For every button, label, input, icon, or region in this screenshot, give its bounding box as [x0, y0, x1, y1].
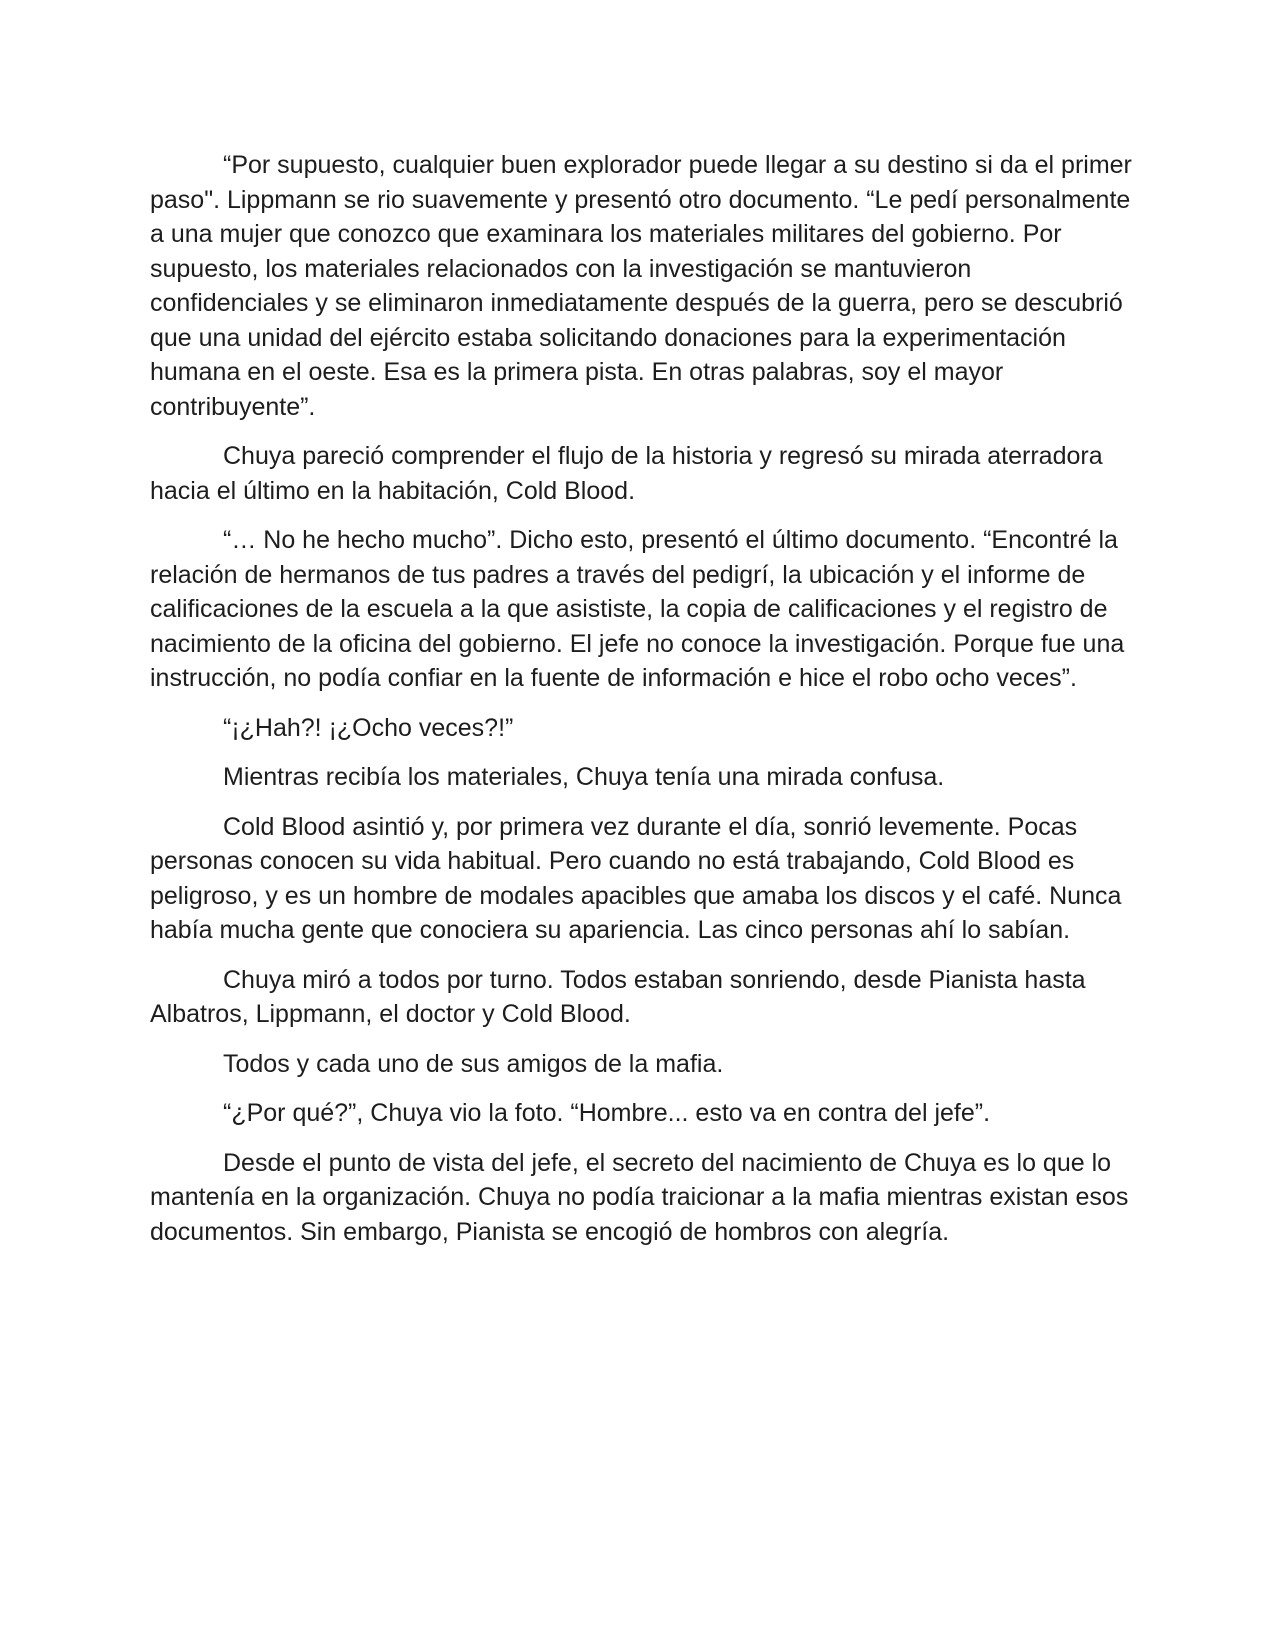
paragraph: Chuya pareció comprender el flujo de la historia y regresó su mirada aterradora hacia el último en la habitación, Cold Blood.	[150, 442, 1103, 505]
paragraph: “¿Por qué?”, Chuya vio la foto. “Hombre... esto va en contra del jefe”.	[223, 1099, 991, 1127]
paragraph: “… No he hecho mucho”. Dicho esto, presentó el último documento. “Encontré la relación de hermanos de tus padres a través del pedigrí, la ubicación y el informe de calificaciones de la escuela a la que asististe, la copia de calificaciones y el registro de nacimiento de la oficina del gobierno. El jefe no conoce la investigación. Porque fue una instrucción, no podía confiar en la fuente de información e hice el robo ocho veces”.	[150, 526, 1125, 692]
paragraph: “¡¿Hah?! ¡¿Ocho veces?!”	[223, 713, 514, 742]
body-text	[150, 148, 1135, 1264]
paragraph: Todos y cada uno de sus amigos de la mafia.	[223, 1049, 724, 1078]
paragraph: “Por supuesto, cualquier buen explorador puede llegar a su destino si da el primer paso". Lippmann se rio suavemente y presentó otro documento. “Le pedí personalmente a una mujer que conozco que examinara los materiales militares del gobierno. Por supuesto, los materiales relacionados con la investigación se mantuvieron confidenciales y se eliminaron inmediatamente después de la guerra, pero se descubrió que una unidad del ejército estaba solicitando donaciones para la experimentación humana en el oeste. Esa es la primera pista. En otras palabras, soy el mayor contribuyente”.	[150, 151, 1132, 421]
paragraph: Desde el punto de vista del jefe, el secreto del nacimiento de Chuya es lo que lo mantenía en la organización. Chuya no podía traicionar a la mafia mientras existan esos documentos. Sin embargo, Pianista se encogió de hombros con alegría.	[150, 1148, 1129, 1246]
paragraph: Chuya miró a todos por turno. Todos estaban sonriendo, desde Pianista hasta Albatros, Lippmann, el doctor y Cold Blood.	[150, 965, 1086, 1028]
paragraph: Cold Blood asintió y, por primera vez durante el día, sonrió levemente. Pocas personas conocen su vida habitual. Pero cuando no está trabajando, Cold Blood es peligroso, y es un hombre de modales apacibles que amaba los discos y el café. Nunca había mucha gente que conociera su apariencia. Las cinco personas ahí lo sabían.	[150, 812, 1122, 944]
paragraph: Mientras recibía los materiales, Chuya tenía una mirada confusa.	[223, 763, 945, 791]
